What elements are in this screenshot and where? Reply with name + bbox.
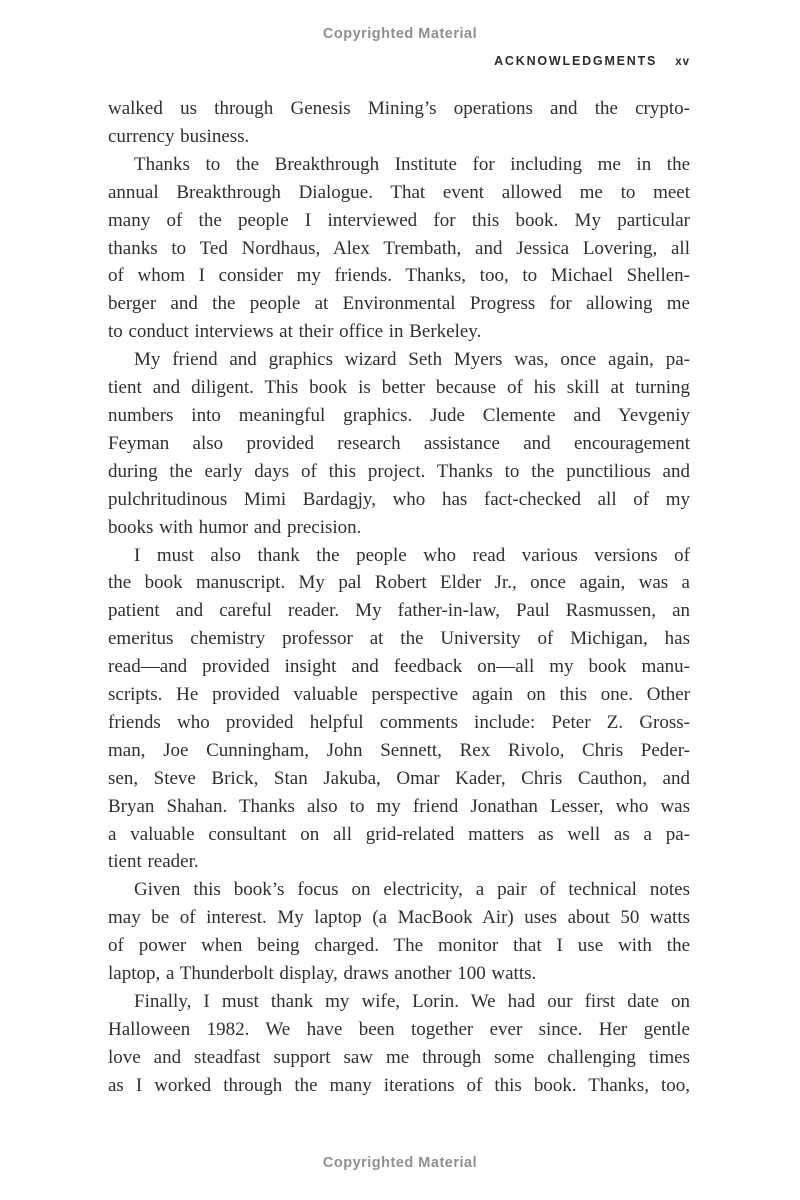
paragraph — [108, 876, 690, 988]
text-line: many of the people I interviewed for this book. My particular — [108, 209, 690, 231]
text-line: berger and the people at Environmental Progress for allowing me — [108, 293, 690, 315]
copyright-notice-bottom: Copyrighted Material — [322, 1155, 478, 1171]
text-line: sen, Steve Brick, Stan Jakuba, Omar Kader, Chris Cauthon, and — [108, 767, 690, 789]
text-line: Thanks to the Breakthrough Institute for including me in the — [134, 153, 690, 175]
paragraph — [108, 542, 690, 877]
paragraph — [108, 346, 690, 541]
text-line: scripts. He provided valuable perspective again on this one. Other — [108, 684, 690, 706]
text-line: thanks to Ted Nordhaus, Alex Trembath, and Jessica Lovering, all — [108, 237, 690, 259]
text-line: Given this book’s focus on electricity, a pair of technical notes — [134, 879, 690, 901]
text-line: I must also thank the people who read various versions of — [134, 544, 690, 566]
paragraph — [108, 95, 690, 151]
text-line: read—and provided insight and feedback on—all my book manu- — [108, 656, 690, 678]
text-line: the book manuscript. My pal Robert Elder Jr., once again, was a — [108, 572, 690, 594]
text-line: Bryan Shahan. Thanks also to my friend Jonathan Lesser, who was — [108, 795, 690, 817]
text-line: walked us through Genesis Mining’s operations and the crypto- — [108, 98, 690, 119]
running-header — [108, 52, 690, 70]
text-line: may be of interest. My laptop (a MacBook Air) uses about 50 watts — [108, 907, 690, 929]
text-line: as I worked through the many iterations of this book. Thanks, too, — [108, 1074, 690, 1096]
text-line: books with humor and precision. — [108, 516, 362, 538]
text-line: of whom I consider my friends. Thanks, too, to Michael Shellen- — [108, 265, 690, 287]
chapter-title: ACKNOWLEDGMENTS — [494, 54, 658, 68]
text-line: annual Breakthrough Dialogue. That event allowed me to meet — [108, 181, 690, 203]
text-line: friends who provided helpful comments include: Peter Z. Gross- — [108, 711, 690, 733]
text-line: tient reader. — [108, 851, 199, 873]
paragraph — [108, 988, 690, 1100]
body-text — [108, 95, 690, 1100]
text-line: tient and diligent. This book is better because of his skill at turning — [108, 377, 690, 399]
text-line: to conduct interviews at their office in Berkeley. — [108, 321, 482, 343]
text-line: pulchritudinous Mimi Bardagjy, who has fact-checked all of my — [108, 488, 690, 510]
text-line: laptop, a Thunderbolt display, draws another 100 watts. — [108, 963, 537, 985]
text-line: man, Joe Cunningham, John Sennett, Rex Rivolo, Chris Peder- — [108, 739, 690, 761]
text-line: numbers into meaningful graphics. Jude Clemente and Yevgeniy — [108, 404, 690, 426]
text-line: Feyman also provided research assistance and encouragement — [108, 432, 690, 454]
text-line: of power when being charged. The monitor that I use with the — [108, 935, 690, 957]
text-line: Finally, I must thank my wife, Lorin. We had our first date on — [134, 991, 690, 1012]
text-line: during the early days of this project. Thanks to the punctilious and — [108, 460, 690, 482]
page-number: xv — [675, 56, 690, 68]
text-line: a valuable consultant on all grid-related matters as well as a pa- — [108, 823, 690, 845]
text-line: love and steadfast support saw me through some challenging times — [108, 1046, 690, 1068]
copyright-notice-top: Copyrighted Material — [322, 26, 478, 42]
text-line: patient and careful reader. My father-in-law, Paul Rasmussen, an — [108, 600, 690, 622]
text-line: emeritus chemistry professor at the University of Michigan, has — [108, 628, 690, 650]
text-line: My friend and graphics wizard Seth Myers was, once again, pa- — [134, 349, 690, 371]
text-line: currency business. — [108, 125, 250, 147]
text-line: Halloween 1982. We have been together ever since. Her gentle — [108, 1018, 690, 1040]
paragraph — [108, 151, 690, 346]
